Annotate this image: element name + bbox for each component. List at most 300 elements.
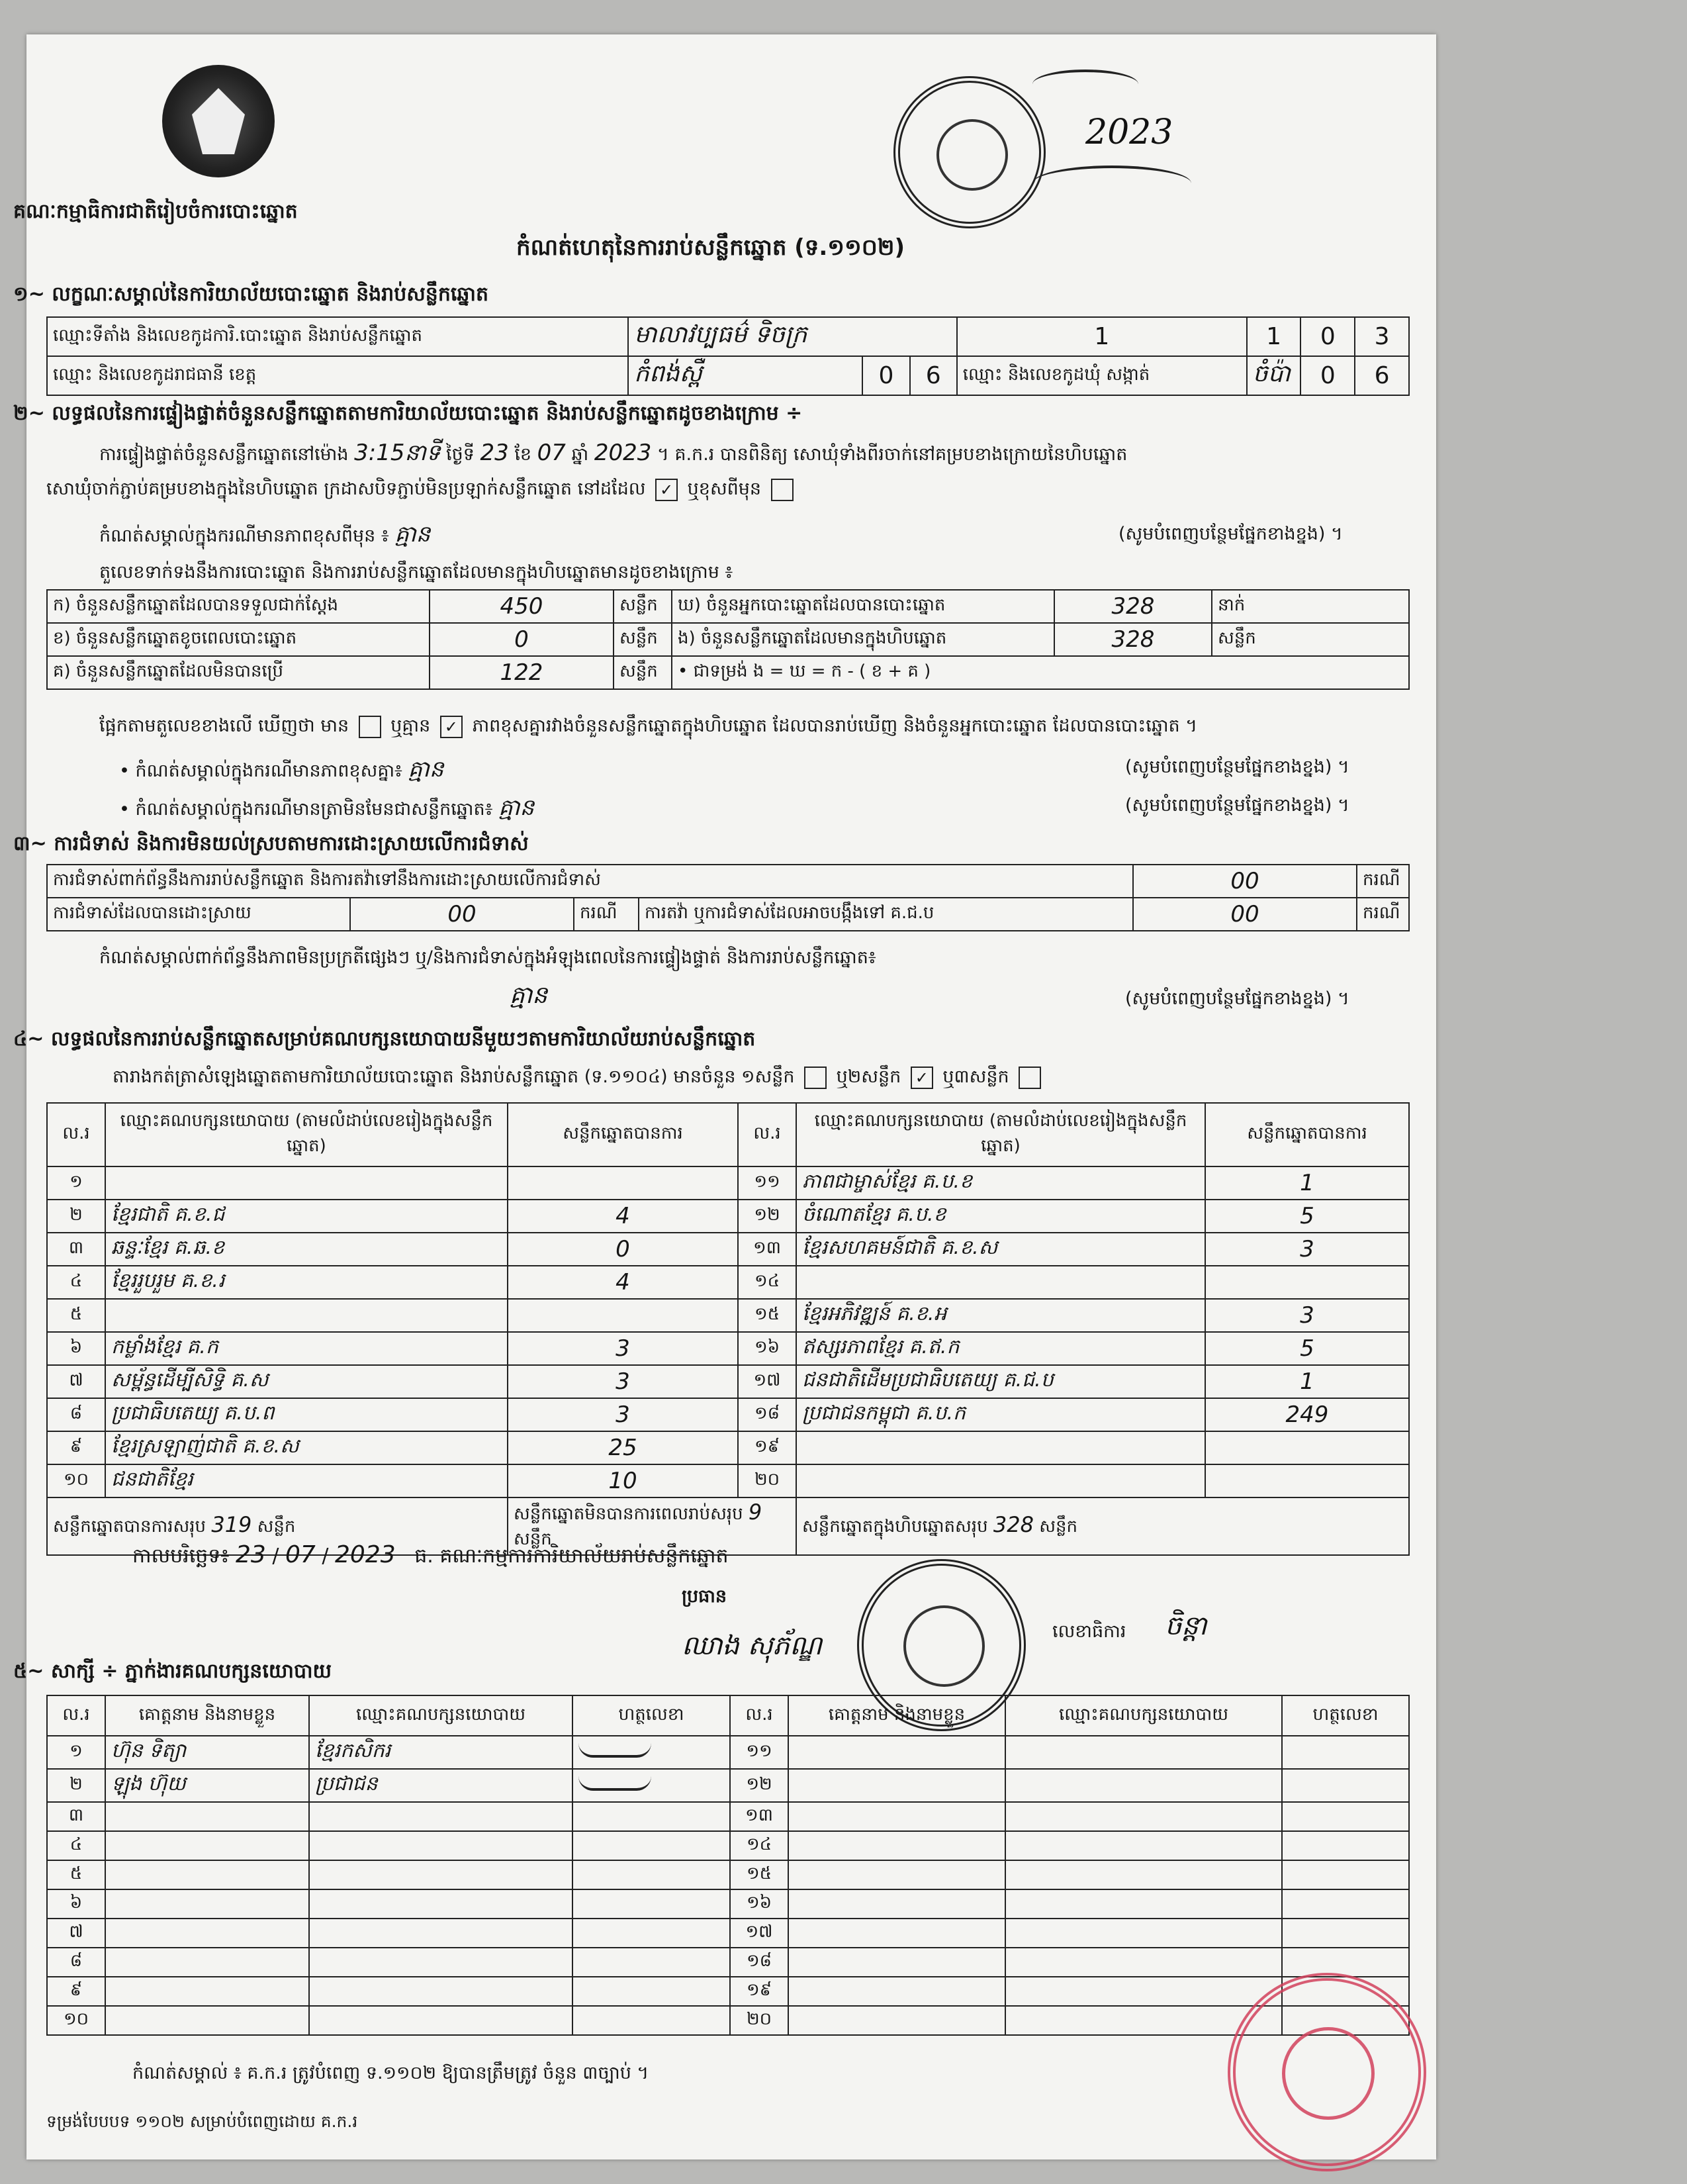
witness-name xyxy=(788,2006,1005,2035)
party-name: ប្រជាធិបតេយ្យ គ.ប.ព xyxy=(105,1398,508,1431)
cell-label: ឈ្មោះ និងលេខកូដរាជធានី ខេត្ត xyxy=(47,356,628,395)
party-name xyxy=(105,1299,508,1332)
witness-name xyxy=(788,1831,1005,1860)
witness-name xyxy=(105,1919,309,1948)
section-2-heading: ២~ លទ្ធផលនៃការផ្ទៀងផ្ទាត់ចំនួនសន្លឹកឆ្នោតតាមការិយាល័យបោះឆ្នោត និងរាប់សន្លឹកឆ្នោតដូចខាងក្រោម ÷ xyxy=(13,402,803,425)
witness-party xyxy=(1005,1831,1282,1860)
vote-count: 249 xyxy=(1205,1398,1409,1431)
text: ភាពខុសគ្នារវាងចំនួនសន្លឹកឆ្នោតក្នុងហិបឆ្នោត ដែលបានរាប់ឃើញ និងចំនួនអ្នកបោះឆ្នោត ដែលបានបោះឆ្នោត ។ xyxy=(472,716,1198,736)
table-row xyxy=(47,623,1409,656)
cell-label: ឈ្មោះ និងលេខកូដឃុំ សង្កាត់ xyxy=(957,356,1247,395)
row-label: ការតវ៉ា ឬការជំទាស់ដែលអាចបង្កឹងទៅ គ.ជ.ប xyxy=(639,898,1133,931)
label: សន្លឹកឆ្នោតបានការសរុប xyxy=(53,1517,206,1537)
col-votes: សន្លឹកឆ្នោតបានការ xyxy=(1205,1103,1409,1166)
row-no: ៤ xyxy=(47,1831,105,1860)
witness-name xyxy=(788,1889,1005,1919)
note-value: គ្មាន xyxy=(394,521,431,547)
witness-party xyxy=(309,1948,572,1977)
col-votes: សន្លឹកឆ្នោតបានការ xyxy=(508,1103,738,1166)
witness-name xyxy=(788,1736,1005,1769)
witness-signature xyxy=(572,1736,730,1769)
witness-signature xyxy=(572,1948,730,1977)
text: ឆ្នាំ xyxy=(571,444,589,465)
row-no: ១២ xyxy=(730,1769,788,1802)
vote-count: 4 xyxy=(508,1200,738,1233)
table-row xyxy=(47,1802,1409,1831)
table-row xyxy=(47,1831,1409,1860)
witness-name xyxy=(788,1802,1005,1831)
row-no: ៨ xyxy=(47,1948,105,1977)
col-no: ល.រ xyxy=(47,1103,105,1166)
row-label: ឃ) ចំនួនអ្នកបោះឆ្នោតដែលបានបោះឆ្នោត xyxy=(672,590,1054,623)
handwriting-mark xyxy=(1032,70,1138,99)
formula: • ជាទម្រង់ ង = ឃ = ក - ( ខ + គ ) xyxy=(672,656,1409,689)
witness-party xyxy=(309,2006,572,2035)
s2-intro: តួលេខទាក់ទងនឹងការបោះឆ្នោត និងការរាប់សន្លឹកឆ្នោតដែលមានក្នុងហិបឆ្នោតមានដូចខាងក្រោម ៖ xyxy=(99,562,733,583)
text: • កំណត់សម្គាល់ក្នុងករណីមានភាពខុសគ្នា៖ xyxy=(119,761,402,781)
row-unit: សន្លឹក xyxy=(614,656,672,689)
vote-count: 5 xyxy=(1205,1332,1409,1365)
row-no: ៣ xyxy=(47,1802,105,1831)
vote-count: 3 xyxy=(508,1365,738,1398)
witness-signature xyxy=(572,1860,730,1889)
vote-count: 4 xyxy=(508,1266,738,1299)
col-party: ឈ្មោះគណបក្សនយោបាយ (តាមលំដាប់លេខរៀងក្នុងសន្លឹកឆ្នោត) xyxy=(105,1103,508,1166)
section-4-heading: ៤~ លទ្ធផលនៃការរាប់សន្លឹកឆ្នោតសម្រាប់គណបក្សនយោបាយនីមួយៗតាមការិយាល័យរាប់សន្លឹកឆ្នោត xyxy=(13,1027,756,1051)
witness-name xyxy=(105,1889,309,1919)
row-no: ១៩ xyxy=(738,1431,796,1464)
s2-note xyxy=(99,520,430,553)
row-no: ១៣ xyxy=(730,1802,788,1831)
table-row xyxy=(47,898,1409,931)
col-sign: ហត្ថលេខា xyxy=(1282,1695,1409,1736)
row-value: 00 xyxy=(1133,865,1357,898)
col-no: ល.រ xyxy=(47,1695,105,1736)
org-name: គណៈកម្មាធិការជាតិរៀបចំការបោះឆ្នោត xyxy=(13,200,298,223)
witness-party xyxy=(309,1977,572,2006)
witness-party xyxy=(309,1831,572,1860)
s2-para2 xyxy=(46,478,798,504)
witness-signature xyxy=(572,2006,730,2035)
code-digit: 0 xyxy=(1300,317,1355,356)
checkbox[interactable] xyxy=(771,479,794,501)
witness-signature xyxy=(1282,1889,1409,1919)
time-value: 3:15នាទី xyxy=(354,440,441,466)
table-row xyxy=(47,1889,1409,1919)
row-no: ១៦ xyxy=(730,1889,788,1919)
section-1-table xyxy=(46,316,1410,396)
row-label: ង) ចំនួនសន្លឹកឆ្នោតដែលមានក្នុងហិបឆ្នោត xyxy=(672,623,1054,656)
witness-party xyxy=(309,1802,572,1831)
unit: សន្លឹក xyxy=(257,1517,296,1537)
row-no: ១០ xyxy=(47,1464,105,1497)
section-3-heading: ៣~ ការជំទាស់ និងការមិនយល់ស្របតាមការដោះស្រាយលើការជំទាស់ xyxy=(13,832,529,855)
vote-count: 0 xyxy=(508,1233,738,1266)
note-value: គ្មាន xyxy=(510,982,548,1009)
table-row xyxy=(47,1948,1409,1977)
witness-signature xyxy=(1282,1802,1409,1831)
witness-name xyxy=(105,1948,309,1977)
row-no: ៨ xyxy=(47,1398,105,1431)
text: ការផ្ទៀងផ្ទាត់ចំនួនសន្លឹកឆ្នោតនៅម៉ោង xyxy=(99,444,349,465)
chair-signature: ឈាង សុភ័ណ្ឌ xyxy=(682,1631,822,1661)
vote-count: 3 xyxy=(508,1398,738,1431)
code-digit: 0 xyxy=(1300,356,1355,395)
table-row xyxy=(47,317,1409,356)
witness-name xyxy=(105,1977,309,2006)
row-value: 450 xyxy=(430,590,614,623)
row-no: ១១ xyxy=(730,1736,788,1769)
row-label: គ) ចំនួនសន្លឹកឆ្នោតដែលមិនបានប្រើ xyxy=(47,656,430,689)
text: ។ គ.ក.រ បានពិនិត្យ សោឃុំទាំងពីរចាក់នៅគម្របខាងក្រោយនៃហិបឆ្នោត xyxy=(657,444,1128,465)
fill-hint: (សូមបំពេញបន្ថែមផ្នែកខាងខ្នង) ។ xyxy=(1125,795,1349,816)
row-no: ៩ xyxy=(47,1977,105,2006)
row-value: 328 xyxy=(1054,590,1212,623)
annotation-year: 2023 xyxy=(1085,113,1173,152)
row-no: ១ xyxy=(47,1736,105,1769)
table-row xyxy=(47,1769,1409,1802)
row-no: ៥ xyxy=(47,1860,105,1889)
witness-table xyxy=(46,1695,1410,2036)
row-no: ៣ xyxy=(47,1233,105,1266)
text: ឬ៣សន្លឹក xyxy=(942,1067,1009,1087)
stamp-received xyxy=(893,76,1046,228)
vote-count: 3 xyxy=(1205,1299,1409,1332)
table-row xyxy=(47,1464,1409,1497)
row-label: ការជំទាស់ពាក់ព័ន្ធនឹងការរាប់សន្លឹកឆ្នោត និងការតវ៉ាទៅនឹងការដោះស្រាយលើការជំទាស់ xyxy=(47,865,1133,898)
witness-name xyxy=(105,1802,309,1831)
witness-signature xyxy=(1282,1831,1409,1860)
table-row xyxy=(47,1919,1409,1948)
date-line: កាលបរិច្ឆេទ៖ 23 / 07 / 2023 ធ. គណៈកម្មការការិយាល័យរាប់សន្លឹកឆ្នោត xyxy=(132,1541,729,1568)
checkbox[interactable] xyxy=(359,716,381,738)
text: ឬខុសពីមុន xyxy=(687,479,762,499)
party-name: ខ្មែរជាតិ គ.ខ.ជ xyxy=(105,1200,508,1233)
witness-signature xyxy=(572,1919,730,1948)
row-label: ការជំទាស់ដែលបានដោះស្រាយ xyxy=(47,898,350,931)
section-5-heading: ៥~ សាក្សី ÷ ភ្នាក់ងារគណបក្សនយោបាយ xyxy=(13,1660,332,1683)
witness-name xyxy=(105,1860,309,1889)
party-name: ឆន្ទៈខ្មែរ គ.ឆ.ខ xyxy=(105,1233,508,1266)
table-row xyxy=(47,1977,1409,2006)
code-digit: 1 xyxy=(957,317,1247,356)
committee: ធ. គណៈកម្មការការិយាល័យរាប់សន្លឹកឆ្នោត xyxy=(414,1544,729,1568)
month-value: 07 xyxy=(537,440,566,466)
text: ឬគ្មាន xyxy=(390,716,431,736)
table-row xyxy=(47,356,1409,395)
row-unit: សន្លឹក xyxy=(614,590,672,623)
vote-count: 3 xyxy=(508,1332,738,1365)
table-row xyxy=(47,1233,1409,1266)
row-no: ៧ xyxy=(47,1919,105,1948)
row-unit: សន្លឹក xyxy=(1212,623,1409,656)
witness-name xyxy=(788,1948,1005,1977)
fill-hint: (សូមបំពេញបន្ថែមផ្នែកខាងខ្នង) ។ xyxy=(1125,757,1349,777)
unit: សន្លឹក xyxy=(1039,1517,1077,1537)
witness-signature xyxy=(1282,1919,1409,1948)
text: ថ្ងៃទី xyxy=(446,444,475,465)
checkbox-checked[interactable]: ✓ xyxy=(440,716,463,738)
witness-party xyxy=(309,1860,572,1889)
witness-name xyxy=(788,1977,1005,2006)
checkbox[interactable] xyxy=(1019,1067,1041,1089)
row-no: ៤ xyxy=(47,1266,105,1299)
party-name xyxy=(796,1431,1205,1464)
secretary-label: លេខាធិការ xyxy=(1052,1621,1126,1642)
cell-value: ចំប៉ា xyxy=(1247,356,1301,395)
witness-signature xyxy=(572,1769,730,1802)
table-row xyxy=(47,1398,1409,1431)
s2-figures-table xyxy=(46,589,1410,690)
row-no: ៦ xyxy=(47,1332,105,1365)
total-box xyxy=(796,1497,1409,1555)
col-no: ល.រ xyxy=(730,1695,788,1736)
row-no: ១៤ xyxy=(730,1831,788,1860)
party-name: ជនជាតិខ្មែរ xyxy=(105,1464,508,1497)
date-year: 2023 xyxy=(335,1541,396,1568)
chair-label: ប្រធាន xyxy=(682,1586,727,1607)
form-footer: ទម្រង់បែបបទ ១១០២ សម្រាប់បំពេញដោយ គ.ក.រ xyxy=(46,2112,358,2131)
party-name: ខ្មែរស្រឡាញ់ជាតិ គ.ខ.ស xyxy=(105,1431,508,1464)
vote-count xyxy=(1205,1266,1409,1299)
row-no: ១៤ xyxy=(738,1266,796,1299)
table-row xyxy=(47,656,1409,689)
col-no: ល.រ xyxy=(738,1103,796,1166)
row-no: ៩ xyxy=(47,1431,105,1464)
text: ឬ២សន្លឹក xyxy=(836,1067,901,1087)
col-party: ឈ្មោះគណបក្សនយោបាយ (តាមលំដាប់លេខរៀងក្នុងសន្លឹកឆ្នោត) xyxy=(796,1103,1205,1166)
day-value: 23 xyxy=(480,440,509,466)
s4-intro xyxy=(113,1066,1045,1092)
table-row xyxy=(47,2006,1409,2035)
row-value: 00 xyxy=(1133,898,1357,931)
row-no: ៦ xyxy=(47,1889,105,1919)
row-no: ២ xyxy=(47,1769,105,1802)
party-name: កម្លាំងខ្មែរ គ.ក xyxy=(105,1332,508,1365)
checkbox[interactable] xyxy=(804,1067,827,1089)
vote-count: 25 xyxy=(508,1431,738,1464)
party-name xyxy=(796,1266,1205,1299)
row-unit: ករណី xyxy=(1357,865,1409,898)
row-no: ២០ xyxy=(730,2006,788,2035)
row-no: ១៨ xyxy=(730,1948,788,1977)
table-row xyxy=(47,1200,1409,1233)
code-digit: 0 xyxy=(862,356,909,395)
col-party: ឈ្មោះគណបក្សនយោបាយ xyxy=(1005,1695,1282,1736)
witness-signature xyxy=(1282,1948,1409,1977)
signature-mark xyxy=(578,1776,651,1791)
text: តារាងកត់ត្រាសំឡេងឆ្នោតតាមការិយាល័យបោះឆ្នោត និងរាប់សន្លឹកឆ្នោត (ទ.១១០៤) មានចំនួន ១សន្លឹក xyxy=(113,1067,795,1087)
table-row xyxy=(47,1299,1409,1332)
witness-party xyxy=(1005,1889,1282,1919)
date-day: 23 xyxy=(236,1541,266,1568)
witness-body xyxy=(47,1736,1409,2035)
witness-name xyxy=(788,1919,1005,1948)
row-unit: នាក់ xyxy=(1212,590,1409,623)
col-party: ឈ្មោះគណបក្សនយោបាយ xyxy=(309,1695,572,1736)
witness-party xyxy=(1005,1860,1282,1889)
table-row xyxy=(47,1365,1409,1398)
votes-table xyxy=(46,1102,1410,1556)
row-no: ៧ xyxy=(47,1365,105,1398)
votes-body xyxy=(47,1166,1409,1497)
vote-count: 1 xyxy=(1205,1166,1409,1200)
party-name: ប្រជាជនកម្ពុជា គ.ប.ក xyxy=(796,1398,1205,1431)
vote-count: 10 xyxy=(508,1464,738,1497)
code-digit: 1 xyxy=(1247,317,1301,356)
table-row xyxy=(47,1332,1409,1365)
s2-bullet-2 xyxy=(119,793,534,826)
note-value: គ្មាន xyxy=(408,756,444,783)
row-no: ៥ xyxy=(47,1299,105,1332)
witness-party xyxy=(1005,1802,1282,1831)
row-no: ២០ xyxy=(738,1464,796,1497)
checkbox-checked[interactable]: ✓ xyxy=(911,1067,933,1089)
witness-name xyxy=(788,1860,1005,1889)
value: 319 xyxy=(211,1512,252,1537)
text: កំណត់សម្គាល់ក្នុងករណីមានភាពខុសពីមុន ៖ xyxy=(99,526,389,546)
witness-signature xyxy=(1282,1860,1409,1889)
party-name: ជនជាតិដើមប្រជាធិបតេយ្យ គ.ជ.ប xyxy=(796,1365,1205,1398)
label: សន្លឹកឆ្នោតមិនបានការពេលរាប់សរុប xyxy=(514,1504,743,1524)
row-value: 0 xyxy=(430,623,614,656)
fill-hint: (សូមបំពេញបន្ថែមផ្នែកខាងខ្នង) ។ xyxy=(1118,524,1343,544)
row-no: ១៨ xyxy=(738,1398,796,1431)
row-value: 122 xyxy=(430,656,614,689)
col-name: គោត្តនាម និងនាមខ្លួន xyxy=(105,1695,309,1736)
secretary-signature: ចិន្តា xyxy=(1165,1611,1207,1641)
text: • កំណត់សម្គាល់ក្នុងករណីមានត្រាមិនមែនជាសន្លឹកឆ្នោត៖ xyxy=(119,799,493,820)
party-name: ខ្មែរអភិវឌ្ឍន៍ គ.ខ.អ xyxy=(796,1299,1205,1332)
value: 9 xyxy=(748,1499,762,1525)
table-row xyxy=(47,1166,1409,1200)
witness-party xyxy=(1005,1736,1282,1769)
vote-count xyxy=(1205,1464,1409,1497)
unit: សន្លឹក xyxy=(514,1529,552,1549)
witness-party: ប្រជាជន xyxy=(309,1769,572,1802)
witness-name: ឡុង ហ៊ុយ xyxy=(105,1769,309,1802)
table-header-row xyxy=(47,1103,1409,1166)
row-no: ១២ xyxy=(738,1200,796,1233)
table-row xyxy=(47,1431,1409,1464)
date-month: 07 xyxy=(285,1541,316,1568)
witness-party xyxy=(309,1889,572,1919)
table-row xyxy=(47,1860,1409,1889)
vote-count: 1 xyxy=(1205,1365,1409,1398)
page-title: កំណត់ហេតុនៃការរាប់សន្លឹកឆ្នោត (ទ.១១០២) xyxy=(516,234,905,261)
witness-name xyxy=(788,1769,1005,1802)
code-digit: 6 xyxy=(910,356,957,395)
witness-name: ហ៊ុន ទិត្យា xyxy=(105,1736,309,1769)
witness-signature xyxy=(1282,1769,1409,1802)
table-row xyxy=(47,590,1409,623)
witness-party xyxy=(1005,1977,1282,2006)
witness-signature xyxy=(572,1802,730,1831)
code-digit: 3 xyxy=(1355,317,1409,356)
label: សន្លឹកឆ្នោតក្នុងហិបឆ្នោតសរុប xyxy=(802,1517,988,1537)
cell-value: មាលាវប្បធម៌ ទិចក្រ xyxy=(628,317,957,356)
party-name: ខ្មែររួបរួម គ.ខ.រ xyxy=(105,1266,508,1299)
vote-count: 3 xyxy=(1205,1233,1409,1266)
witness-name xyxy=(105,2006,309,2035)
s3-note: កំណត់សម្គាល់ពាក់ព័ន្ធនឹងភាពមិនប្រក្រតីផ្សេងៗ ឬ/និងការជំទាស់ក្នុងអំឡុងពេលនៃការផ្ទៀងផ្ទាត់ និងការរាប់សន្លឹកឆ្នោត៖ xyxy=(99,947,876,968)
row-unit: សន្លឹក xyxy=(614,623,672,656)
witness-signature xyxy=(1282,1736,1409,1769)
section-1-heading: ១~ លក្ខណៈសម្គាល់នៃការិយាល័យបោះឆ្នោត និងរាប់សន្លឹកឆ្នោត xyxy=(13,283,489,306)
witness-name xyxy=(105,1831,309,1860)
row-no: ១៣ xyxy=(738,1233,796,1266)
party-name: ភាពជាម្ចាស់ខ្មែរ គ.ប.ខ xyxy=(796,1166,1205,1200)
row-no: ១៧ xyxy=(738,1365,796,1398)
nec-logo xyxy=(162,65,275,177)
witness-signature xyxy=(572,1977,730,2006)
row-no: ១ xyxy=(47,1166,105,1200)
handwriting-mark xyxy=(1032,166,1191,201)
checkbox-checked[interactable]: ✓ xyxy=(655,479,678,501)
fill-hint: (សូមបំពេញបន្ថែមផ្នែកខាងខ្នង) ។ xyxy=(1125,988,1349,1009)
row-value: 328 xyxy=(1054,623,1212,656)
s2-bullet-1 xyxy=(119,755,444,788)
text: សោឃុំចាក់ភ្ជាប់គម្របខាងក្នុងនៃហិបឆ្នោត ក្រដាសបិទភ្ជាប់មិនប្រឡាក់សន្លឹកឆ្នោត នៅដដែល xyxy=(46,479,646,499)
row-no: ១៦ xyxy=(738,1332,796,1365)
row-label: ខ) ចំនួនសន្លឹកឆ្នោតខូចពេលបោះឆ្នោត xyxy=(47,623,430,656)
value: 328 xyxy=(993,1512,1034,1537)
row-no: ២ xyxy=(47,1200,105,1233)
vote-count xyxy=(508,1166,738,1200)
witness-signature xyxy=(572,1889,730,1919)
table-row xyxy=(47,865,1409,898)
note-value: គ្មាន xyxy=(498,794,535,821)
table-row xyxy=(47,1266,1409,1299)
red-stamp xyxy=(1228,1973,1426,2171)
party-name: សម្ព័ន្ធដើម្បីសិទ្ធិ គ.ស xyxy=(105,1365,508,1398)
party-name xyxy=(105,1166,508,1200)
row-unit: ករណី xyxy=(1357,898,1409,931)
s2-para1 xyxy=(99,438,1127,471)
witness-party xyxy=(1005,1948,1282,1977)
cell-value: កំពង់ស្ពឺ xyxy=(628,356,862,395)
row-no: ១៩ xyxy=(730,1977,788,2006)
col-name: គោត្តនាម និងនាមខ្លួន xyxy=(788,1695,1005,1736)
witness-party xyxy=(1005,1919,1282,1948)
cell-label: ឈ្មោះទីតាំង និងលេខកូដការិ.បោះឆ្នោត និងរាប់សន្លឹកឆ្នោត xyxy=(47,317,628,356)
table-row xyxy=(47,1736,1409,1769)
s3-table xyxy=(46,864,1410,931)
witness-party xyxy=(309,1919,572,1948)
row-label: ក) ចំនួនសន្លឹកឆ្នោតដែលបានទទួលជាក់ស្តែង xyxy=(47,590,430,623)
code-digit: 6 xyxy=(1355,356,1409,395)
s5-note: កំណត់សម្គាល់ ៖ គ.ក.រ ត្រូវបំពេញ ទ.១១០២ ឱ្យបានត្រឹមត្រូវ ចំនួន ៣ច្បាប់ ។ xyxy=(132,2063,649,2083)
party-name: ឥស្សរភាពខ្មែរ គ.ឥ.ក xyxy=(796,1332,1205,1365)
row-no: ១០ xyxy=(47,2006,105,2035)
party-name xyxy=(796,1464,1205,1497)
col-sign: ហត្ថលេខា xyxy=(572,1695,730,1736)
row-no: ១៧ xyxy=(730,1919,788,1948)
text: ផ្អែកតាមតួលេខខាងលើ ឃើញថា មាន xyxy=(99,716,349,736)
witness-party xyxy=(1005,1769,1282,1802)
row-value: 00 xyxy=(350,898,574,931)
party-name: ខ្មែរសហគមន៍ជាតិ គ.ខ.ស xyxy=(796,1233,1205,1266)
label: កាលបរិច្ឆេទ៖ xyxy=(132,1544,230,1568)
vote-count xyxy=(508,1299,738,1332)
row-unit: ករណី xyxy=(574,898,639,931)
row-no: ១៥ xyxy=(738,1299,796,1332)
witness-signature xyxy=(572,1831,730,1860)
party-name: ចំណោតខ្មែរ គ.ប.ខ xyxy=(796,1200,1205,1233)
vote-count xyxy=(1205,1431,1409,1464)
vote-count: 5 xyxy=(1205,1200,1409,1233)
row-no: ១៥ xyxy=(730,1860,788,1889)
